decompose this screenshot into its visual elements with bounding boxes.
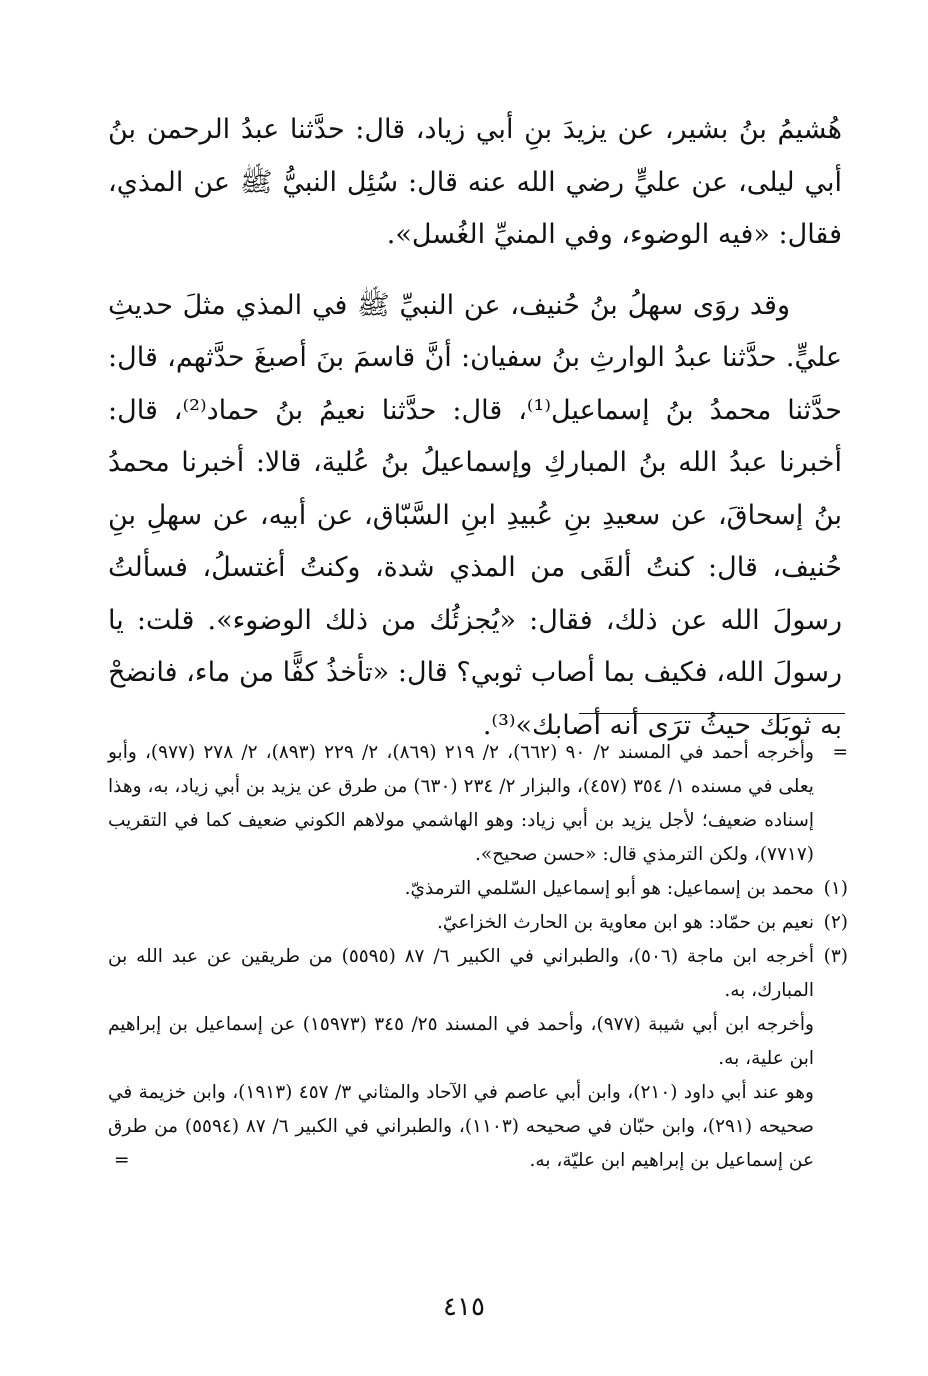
footnote-2 (108, 906, 848, 940)
footnote-1 (108, 872, 848, 906)
footnote-1-marker: (١) (823, 878, 848, 899)
footnote-2-marker: (٢) (823, 912, 848, 933)
footnote-1-text: محمد بن إسماعيل: هو أبو إسماعيل السّلمي الترمذيّ. (404, 878, 814, 899)
footnote-continuation-text: وأخرجه أحمد في المسند ٢/ ٩٠ (٦٦٢)، ٢/ ٢١٩ (٨٦٩)، ٢/ ٢٢٩ (٨٩٣)، ٢/ ٢٧٨ (٩٧٧)، وأبو يعلى في مسنده ١/ ٣٥٤ (٤٥٧)، والبزار ٢/ ٢٣٤ (٦٣٠) من طرق عن يزيد بن أبي زياد، به، وهذا إسناده ضعيف؛ لأجل يزيد بن أبي زياد: وهو الهاشمي مولاهم الكوني ضعيف كما في التقريب (٧٧١٧)، ولكن الترمذي قال: «حسن صحيح». (108, 742, 814, 865)
footnote-3 (108, 940, 848, 1008)
main-paragraph-2: وقد روَى سهلُ بنُ حُنيف، عن النبيِّ ﷺ في المذي مثلَ حديثِ عليٍّ. حدَّثنا عبدُ الوارثِ بنُ سفيان: أنَّ قاسمَ بنَ أصبغَ حدَّثهم، قال: حدَّثنا محمدُ بنُ إسماعيل⁽¹⁾، قال: حدَّثنا نعيمُ بنُ حماد⁽²⁾، قال: أخبرنا عبدُ الله بنُ المباركِ وإسماعيلُ بنُ عُلية، قالا: أخبرنا محمدُ بنُ إسحاقَ، عن سعيدِ بنِ عُبيدِ ابنِ السَّبّاق، عن أبيه، عن سهلِ بنِ حُنيف، قال: كنتُ ألقَى من المذي شدة، وكنتُ أغتسلُ، فسألتُ رسولَ الله عن ذلك، فقال: «يُجزئُك من ذلك الوضوء». قلت: يا رسولَ الله، فكيف بما أصاب ثوبي؟ قال: «تأخذُ كفًّا من ماء، فانضحْ به ثوبَك حيثُ ترَى أنه أصابك»⁽³⁾. (108, 289, 842, 741)
main-paragraph-1: هُشيمُ بنُ بشير، عن يزيدَ بنِ أبي زياد، قال: حدَّثنا عبدُ الرحمن بنُ أبي ليلى، عن عليٍّ رضي الله عنه قال: سُئِل النبيُّ ﷺ عن المذي، فقال: «فيه الوضوء، وفي المنيِّ الغُسل». (108, 114, 842, 250)
trailing-continuation-marker: = (114, 1150, 130, 1171)
continuation-marker: = (832, 742, 848, 763)
main-text-block (108, 104, 842, 752)
footnote-3-text: أخرجه ابن ماجة (٥٠٦)، والطبراني في الكبير ٦/ ٨٧ (٥٥٩٥) من طريقين عن عبد الله بن المبارك، به. (108, 946, 814, 1001)
footnote-continuation (108, 736, 848, 872)
footnote-3-paragraph-3-text: وهو عند أبي داود (٢١٠)، وابن أبي عاصم في الآحاد والمثاني ٣/ ٤٥٧ (١٩١٣)، وابن خزيمة في صحيحه (٢٩١)، وابن حبّان في صحيحه (١١٠٣)، والطبراني في الكبير ٦/ ٨٧ (٥٥٩٤) من طرق عن إسماعيل بن إبراهيم ابن عليّة، به. (108, 1082, 814, 1171)
footnotes-block (108, 736, 848, 1178)
page-number: ٤١٥ (443, 1292, 485, 1322)
footnote-separator (579, 713, 845, 714)
footnote-3-paragraph-2: وأخرجه ابن أبي شيبة (٩٧٧)، وأحمد في المسند ٢٥/ ٣٤٥ (١٥٩٧٣) عن إسماعيل بن إبراهيم ابن علية، به. (108, 1014, 814, 1069)
footnote-3-marker: (٣) (823, 946, 848, 967)
footnote-2-text: نعيم بن حمّاد: هو ابن معاوية بن الحارث الخزاعيّ. (437, 912, 814, 933)
footnote-3-paragraph-3 (108, 1076, 848, 1178)
